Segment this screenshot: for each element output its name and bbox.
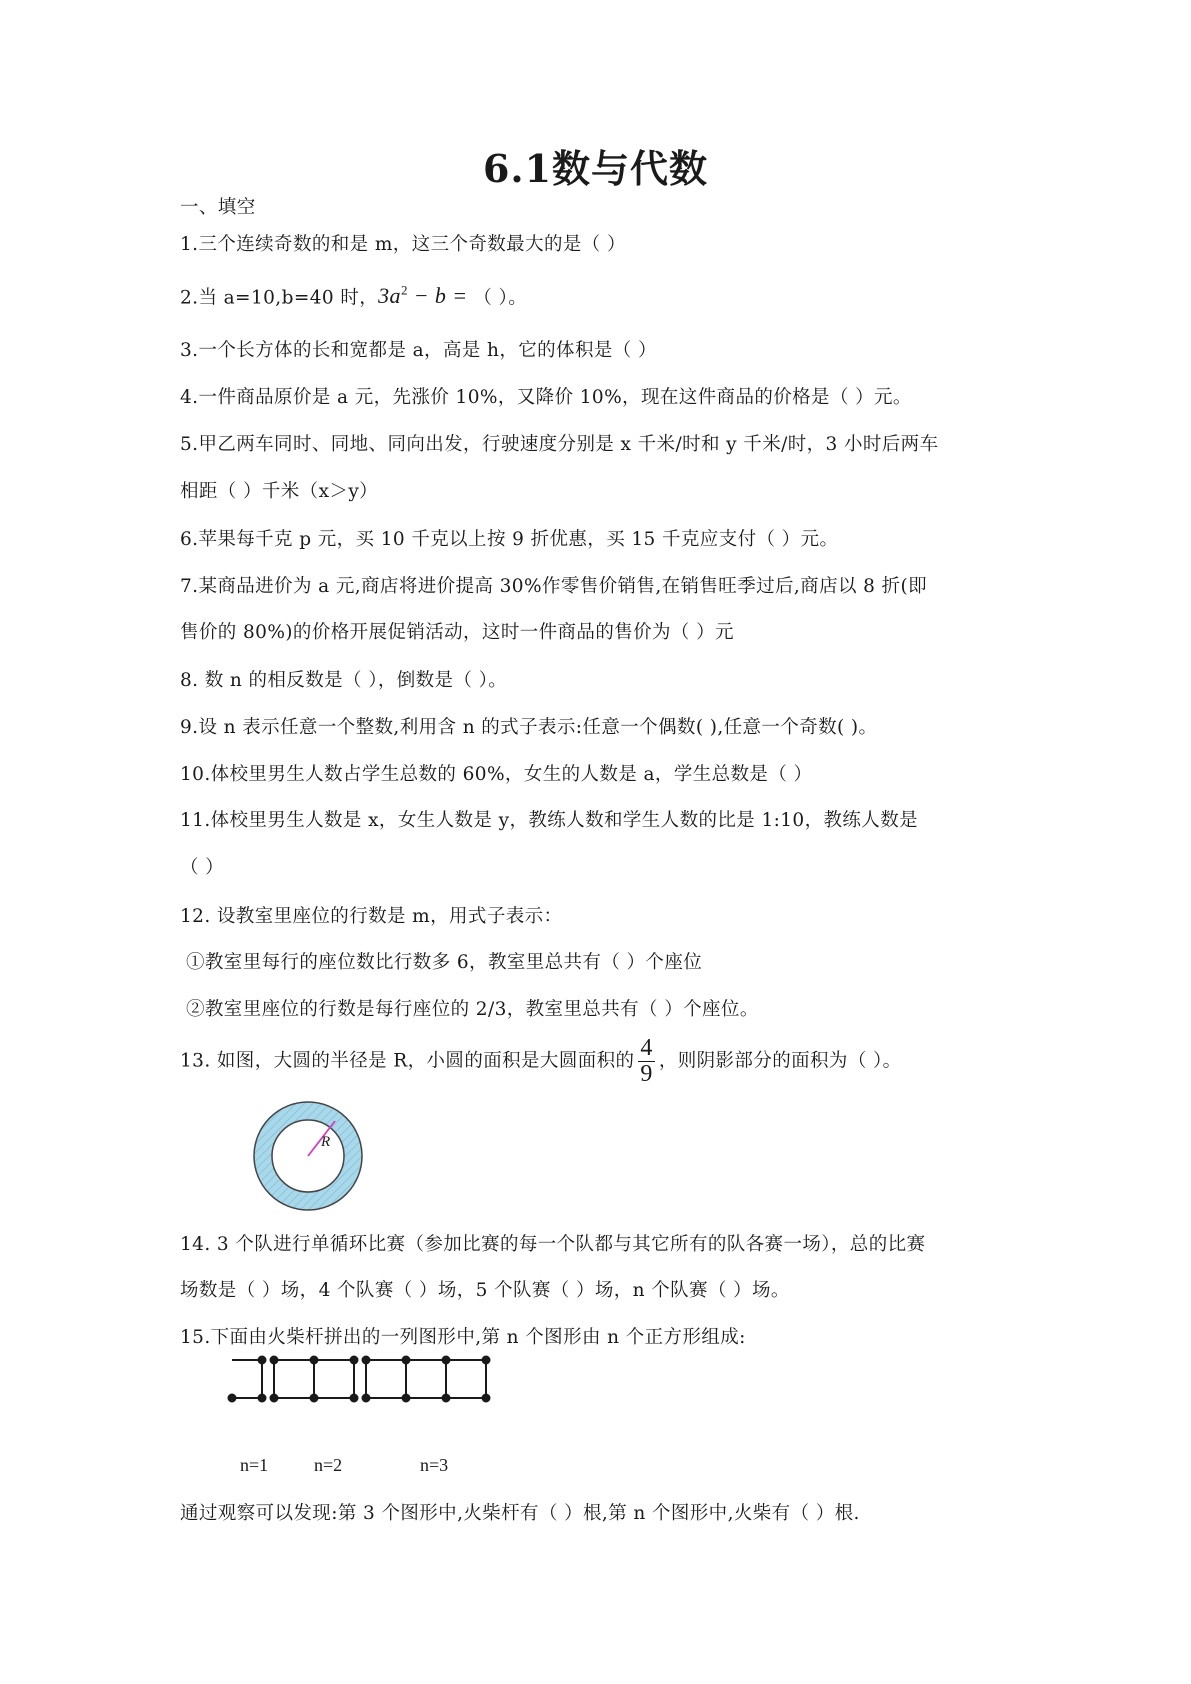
question-7-line-1: 7.某商品进价为 a 元,商店将进价提高 30%作零售价销售,在销售旺季过后,商店以 8 折(即	[180, 576, 928, 597]
radius-label: R	[321, 1134, 331, 1150]
question-4: 4.一件商品原价是 a 元，先涨价 10%，又降价 10%，现在这件商品的价格是（ ）元。	[180, 387, 912, 408]
question-13-suffix: ，则阴影部分的面积为（ ）。	[658, 1050, 902, 1072]
question-10: 10.体校里男生人数占学生总数的 60%，女生的人数是 a，学生总数是（ ）	[180, 764, 813, 785]
question-3: 3.一个长方体的长和宽都是 a，高是 h，它的体积是（ ）	[180, 340, 657, 361]
matchstick-figures	[222, 1346, 512, 1410]
question-12-part-2: ②教室里座位的行数是每行座位的 2/3，教室里总共有（ ）个座位。	[186, 999, 759, 1020]
question-6: 6.苹果每千克 p 元，买 10 千克以上按 9 折优惠，买 15 千克应支付（ ）元。	[180, 529, 839, 550]
question-13	[180, 1036, 902, 1087]
matchstick-figure-3	[363, 1357, 490, 1402]
n-label-2: n=2	[314, 1455, 343, 1475]
question-11-line-2: （ ）	[180, 857, 225, 878]
question-5-line-2: 相距（ ）千米（x＞y）	[180, 481, 379, 502]
question-11-line-1: 11.体校里男生人数是 x，女生人数是 y，教练人数和学生人数的比是 1:10，教练人数是	[180, 810, 918, 831]
ring-figure	[250, 1098, 366, 1214]
question-12-part-1: ①教室里每行的座位数比行数多 6，教室里总共有（ ）个座位	[186, 952, 703, 973]
n-label-3: n=3	[420, 1455, 449, 1475]
question-2	[180, 284, 527, 308]
page-title: 6.1数与代数	[482, 146, 709, 191]
question-7-line-2: 售价的 80%)的价格开展促销活动，这时一件商品的售价为（ ）元	[180, 622, 734, 643]
matchstick-figure-2	[271, 1357, 358, 1402]
matchstick-figure-1	[229, 1357, 266, 1402]
fraction-4-9: $\frac{4}{9}$	[640, 1035, 653, 1088]
question-14-line-2: 场数是（ ）场，4 个队赛（ ）场，5 个队赛（ ）场，n 个队赛（ ）场。	[180, 1280, 790, 1301]
expression-3a2-b: $3a^2 - b$ =	[378, 283, 474, 309]
question-15-observation: 通过观察可以发现:第 3 个图形中,火柴杆有（ ）根,第 n 个图形中,火柴有（ ）根.	[180, 1503, 860, 1524]
question-13-prefix: 13. 如图，大圆的半径是 R，小圆的面积是大圆面积的	[180, 1050, 635, 1072]
question-2-prefix: 2.当 a=10,b=40 时，	[180, 287, 379, 309]
n-label-1: n=1	[240, 1455, 269, 1475]
question-9: 9.设 n 表示任意一个整数,利用含 n 的式子表示:任意一个偶数( ),任意一个奇数( )。	[180, 717, 878, 738]
question-8: 8. 数 n 的相反数是（ ），倒数是（ ）。	[180, 670, 508, 691]
section-heading: 一、填空	[180, 197, 256, 218]
question-1: 1.三个连续奇数的和是 m，这三个奇数最大的是（ ）	[180, 234, 626, 255]
question-5-line-1: 5.甲乙两车同时、同地、同向出发，行驶速度分别是 x 千米/时和 y 千米/时，3 小时后两车	[180, 434, 939, 455]
question-2-suffix: （ ）。	[473, 287, 528, 309]
question-14-line-1: 14. 3 个队进行单循环比赛（参加比赛的每一个队都与其它所有的队各赛一场），总的比赛	[180, 1234, 926, 1255]
question-15: 15.下面由火柴杆拼出的一列图形中,第 n 个图形由 n 个正方形组成:	[180, 1327, 746, 1348]
question-12: 12. 设教室里座位的行数是 m，用式子表示：	[180, 906, 563, 927]
